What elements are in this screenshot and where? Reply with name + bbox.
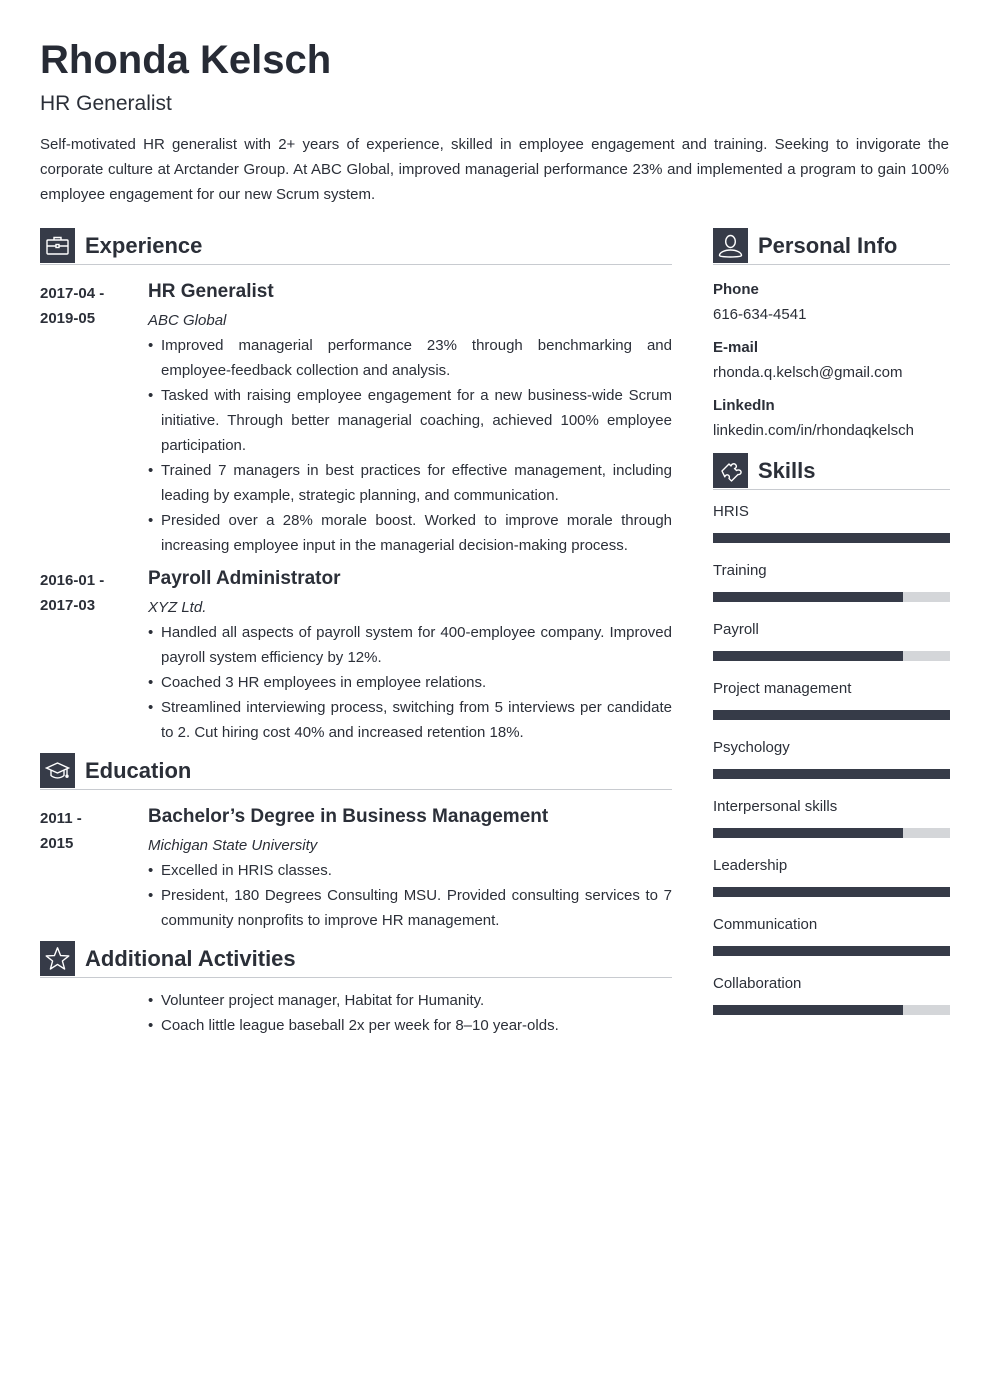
email-label: E-mail [713, 339, 759, 356]
skill-bar [713, 710, 950, 720]
entry-date-end: 2019-05 [40, 310, 96, 327]
activities-title: Additional Activities [85, 946, 296, 971]
entry-body [148, 804, 672, 933]
skill-bar [713, 769, 950, 779]
skill-bar-fill [713, 946, 950, 956]
entry-date-end: 2015 [40, 835, 74, 852]
skill-bar [713, 828, 950, 838]
skill-bar [713, 651, 950, 661]
entry-org: ABC Global [148, 312, 227, 329]
entry-bullets [148, 858, 672, 933]
graduation-cap-icon [40, 753, 75, 788]
entry-title: Bachelor’s Degree in Business Management [148, 806, 549, 827]
entry-date [40, 568, 140, 618]
entry-date-start: 2011 - [40, 810, 82, 827]
entry-date-end: 2017-03 [40, 597, 96, 614]
education-title: Education [85, 758, 192, 783]
personal-info-list [713, 277, 950, 443]
skill-name: Communication [713, 916, 818, 933]
left-column [40, 228, 672, 1038]
phone-label: Phone [713, 281, 759, 298]
entry-bullets [148, 620, 672, 745]
entry-body [148, 566, 672, 745]
experience-entry [40, 566, 672, 745]
bullet-item: • Trained 7 managers in best practices for effective management, including leading by example, strategic planning, and communication. [148, 458, 672, 508]
email-value: rhonda.q.kelsch@gmail.com [713, 364, 903, 381]
bullet-item: • Coached 3 HR employees in employee relations. [148, 670, 672, 695]
personal-info-section-header [713, 228, 950, 265]
entry-org: XYZ Ltd. [148, 599, 207, 616]
skill-name: Interpersonal skills [713, 798, 838, 815]
skill-bar [713, 946, 950, 956]
bullet-item: • Excelled in HRIS classes. [148, 858, 672, 883]
skill-item [713, 738, 950, 797]
bullet-item: • Volunteer project manager, Habitat for Humanity. [148, 988, 672, 1013]
skill-name: Payroll [713, 621, 759, 638]
activities-section-header [40, 941, 672, 978]
skill-bar-fill [713, 592, 903, 602]
bullet-item: • Improved managerial performance 23% through benchmarking and employee-feedback collection and analysis. [148, 333, 672, 383]
personal-info-title: Personal Info [758, 233, 898, 258]
skill-item [713, 502, 950, 561]
activities-bullets [148, 988, 672, 1038]
skill-bar-fill [713, 1005, 903, 1015]
skill-bar-fill [713, 533, 950, 543]
entry-title: Payroll Administrator [148, 568, 341, 589]
skill-bar-fill [713, 828, 903, 838]
education-entry [40, 804, 672, 933]
entry-body [148, 279, 672, 558]
skill-bar [713, 592, 950, 602]
skills-list [713, 502, 950, 1033]
skill-item [713, 856, 950, 915]
skill-item [713, 915, 950, 974]
skill-name: Leadership [713, 857, 788, 874]
skill-bar-fill [713, 769, 950, 779]
skill-item [713, 974, 950, 1033]
user-icon [713, 228, 748, 263]
skill-bar-fill [713, 651, 903, 661]
bullet-item: • Presided over a 28% morale boost. Worked to improve morale through increasing employee input in the managerial decision-making process. [148, 508, 672, 558]
bullet-item: • Tasked with raising employee engagement for a new business-wide Scrum initiative. Through better managerial coaching, achieved 100% employee participation. [148, 383, 672, 458]
entry-date-start: 2017-04 - [40, 285, 105, 302]
experience-title: Experience [85, 233, 203, 258]
skill-bar-fill [713, 710, 950, 720]
entry-bullets [148, 333, 672, 558]
skills-title: Skills [758, 458, 816, 483]
entry-date [40, 281, 140, 331]
experience-section-header [40, 228, 672, 265]
skill-item [713, 679, 950, 738]
briefcase-icon [40, 228, 75, 263]
skill-name: Project management [713, 680, 852, 697]
skill-name: Psychology [713, 739, 790, 756]
skill-bar [713, 1005, 950, 1015]
puzzle-icon [713, 453, 748, 488]
skill-name: HRIS [713, 503, 749, 520]
skill-name: Collaboration [713, 975, 802, 992]
skill-item [713, 620, 950, 679]
education-section-header [40, 753, 672, 790]
entry-date-start: 2016-01 - [40, 572, 105, 589]
bullet-item: • President, 180 Degrees Consulting MSU. Provided consulting services to 7 community nonprofits to improve HR management. [148, 883, 672, 933]
skill-bar-fill [713, 887, 950, 897]
skills-section-header [713, 453, 950, 490]
phone-value: 616-634-4541 [713, 306, 807, 323]
entry-date [40, 806, 140, 856]
linkedin-label: LinkedIn [713, 397, 775, 414]
activities-entry [40, 988, 672, 1038]
skill-item [713, 561, 950, 620]
bullet-item: • Coach little league baseball 2x per week for 8–10 year-olds. [148, 1013, 672, 1038]
star-icon [40, 941, 75, 976]
bullet-item: • Streamlined interviewing process, switching from 5 interviews per candidate to 2. Cut hiring cost 40% and increased retention 18%. [148, 695, 672, 745]
bullet-item: • Handled all aspects of payroll system for 400-employee company. Improved payroll system efficiency by 12%. [148, 620, 672, 670]
candidate-role: HR Generalist [40, 92, 172, 115]
right-column [713, 228, 950, 1033]
skill-bar [713, 887, 950, 897]
summary-paragraph: Self-motivated HR generalist with 2+ years of experience, skilled in employee engagement and training. Seeking to invigorate the corporate culture at Arctander Group. At ABC Global, improved managerial performance 23% and implemented a program to gain 100% employee engagement for our new Scrum system. [40, 136, 949, 203]
skill-bar [713, 533, 950, 543]
entry-org: Michigan State University [148, 837, 318, 854]
experience-entry [40, 279, 672, 558]
skill-name: Training [713, 562, 767, 579]
skill-item [713, 797, 950, 856]
entry-body [148, 988, 672, 1038]
candidate-name: Rhonda Kelsch [40, 38, 332, 82]
linkedin-value: linkedin.com/in/rhondaqkelsch [713, 422, 914, 439]
entry-title: HR Generalist [148, 281, 274, 302]
